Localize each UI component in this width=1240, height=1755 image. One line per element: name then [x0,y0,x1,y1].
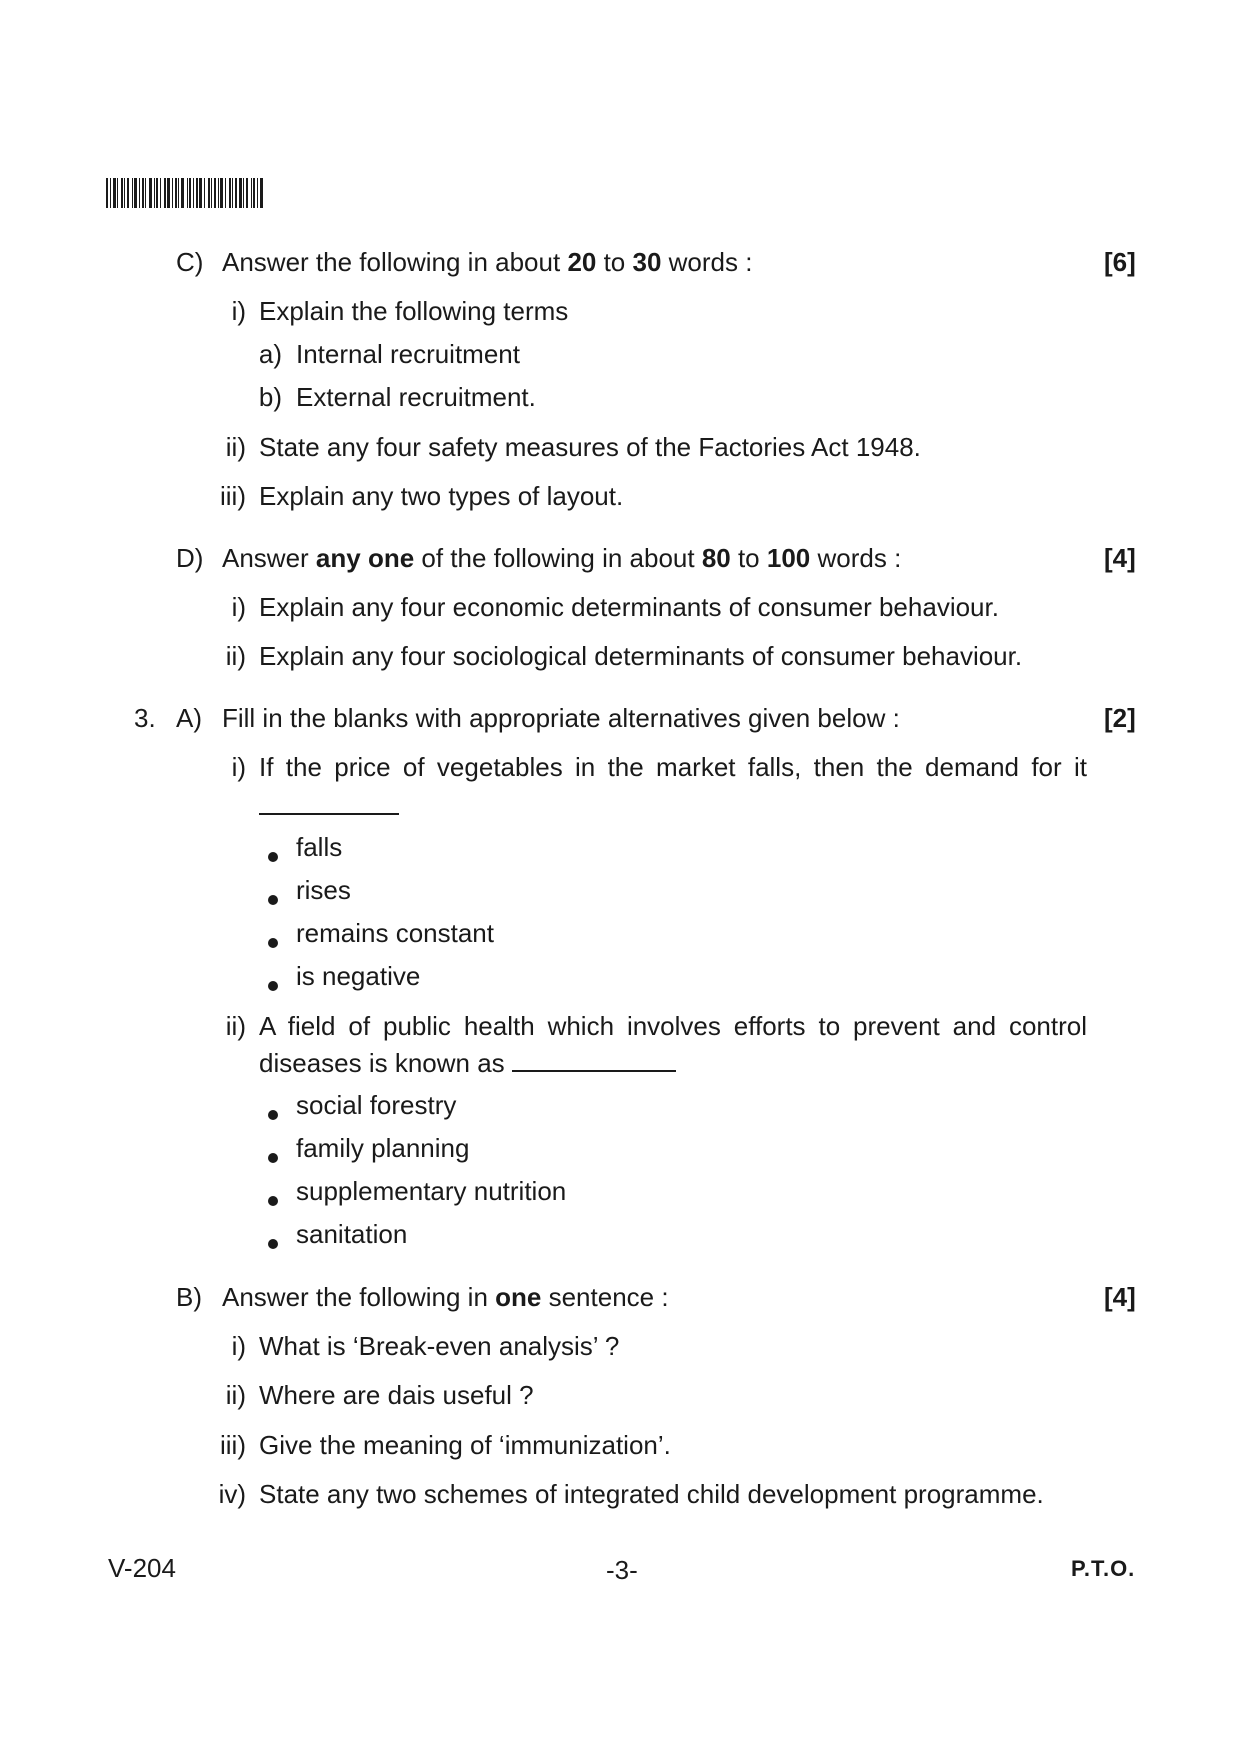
bullet-icon [268,895,278,905]
question-number: i) [231,1331,246,1361]
section-b-label: B) [176,1282,202,1312]
question-number: iii) [220,481,246,511]
question-text-line-1: A field of public health which involves efforts to prevent and control [259,1011,1087,1041]
question-text: State any four safety measures of the Factories Act 1948. [259,432,921,462]
sub-question-text: External recruitment. [296,382,536,412]
bullet-icon [268,852,278,862]
section-d-instruction: Answer any one of the following in about 80 to 100 words : [222,543,902,573]
bullet-icon [268,1153,278,1163]
section-a-label: A) [176,703,202,733]
bullet-icon [268,981,278,991]
option-item: is negative [296,961,421,991]
question-text: Explain the following terms [259,296,569,326]
page-number: -3- [606,1555,638,1585]
question-text: Explain any two types of layout. [259,481,624,511]
question-number: ii) [225,641,246,671]
option-item: remains constant [296,918,494,948]
answer-blank [512,1048,676,1072]
bullet-icon [268,1239,278,1249]
section-b-marks: [4] [1104,1282,1136,1312]
option-item: family planning [296,1133,470,1163]
question-text: What is ‘Break-even analysis’ ? [259,1331,620,1361]
bullet-icon [268,938,278,948]
bullet-icon [268,1110,278,1120]
option-item: falls [296,832,343,862]
question-number: i) [231,296,246,326]
option-item: social forestry [296,1090,457,1120]
bullet-icon [268,1196,278,1206]
question-text: State any two schemes of integrated child development programme. [259,1479,1044,1509]
question-number: ii) [225,432,246,462]
section-c-marks: [6] [1104,247,1136,277]
question-number: iv) [218,1479,246,1509]
option-item: sanitation [296,1219,408,1249]
section-c-instruction: Answer the following in about 20 to 30 words : [222,247,753,277]
question-text: If the price of vegetables in the market falls, then the demand for it [259,752,1087,782]
sub-question-number: a) [258,339,282,369]
pto-label: P.T.O. [1071,1556,1136,1581]
question-number: iii) [220,1430,246,1460]
section-d-label: D) [176,543,204,573]
section-a-marks: [2] [1104,703,1136,733]
question-number: i) [231,752,246,782]
question-text: Where are dais useful ? [259,1380,534,1410]
question-text: Explain any four sociological determinants of consumer behaviour. [259,641,1023,671]
section-a-instruction: Fill in the blanks with appropriate alternatives given below : [222,703,900,733]
question-number: ii) [225,1011,246,1041]
question-3-number: 3. [134,703,156,733]
option-item: rises [296,875,351,905]
sub-question-text: Internal recruitment [296,339,520,369]
question-text-line-2: diseases is known as [259,1046,676,1080]
option-item: supplementary nutrition [296,1176,567,1206]
section-b-instruction: Answer the following in one sentence : [222,1282,669,1312]
section-c-label: C) [176,247,204,277]
answer-blank [259,791,399,815]
paper-code: V-204 [108,1553,176,1583]
section-d-marks: [4] [1104,543,1136,573]
question-number: i) [231,592,246,622]
question-number: ii) [225,1380,246,1410]
sub-question-number: b) [258,382,282,412]
question-text: Explain any four economic determinants of consumer behaviour. [259,592,999,622]
question-text: Give the meaning of ‘immunization’. [259,1430,671,1460]
barcode-icon [106,178,318,208]
